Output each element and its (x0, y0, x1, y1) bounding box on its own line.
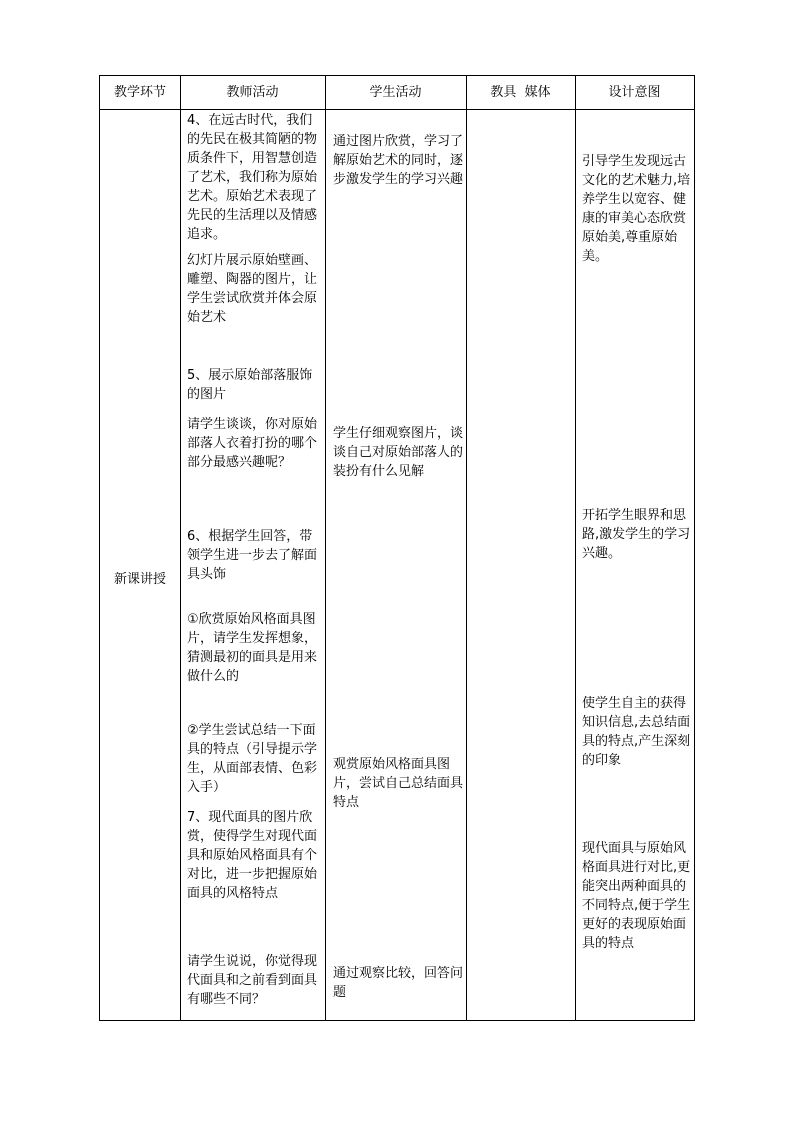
teacher-activity-text: 6、根据学生回答，带领学生进一步去了解面具头饰 (187, 529, 318, 582)
student-activity-text: 学生仔细观察图片，谈谈自己对原始部落人的装扮有什么见解 (333, 426, 464, 479)
teacher-activity-text: 请学生谈谈，你对原始部落人衣着打扮的哪个部分最感兴趣呢？ (187, 417, 318, 470)
lesson-plan-table (99, 75, 695, 1021)
header-divider (100, 109, 694, 110)
column-divider (575, 76, 576, 1020)
header-stage: 教学环节 (113, 85, 166, 100)
header-media: 教具 媒体 (490, 85, 551, 100)
design-intent-text: 开拓学生眼界和思路,激发学生的学习兴趣。 (582, 508, 691, 561)
student-activity-text: 通过观察比较，回答问题 (333, 966, 464, 1000)
header-student-activity: 学生活动 (369, 85, 422, 100)
stage-label: 新课讲授 (113, 572, 166, 587)
teacher-activity-text: 5、展示原始部落服饰的图片 (187, 368, 313, 402)
header-design-intent: 设计意图 (608, 85, 661, 100)
student-activity-text: 观赏原始风格面具图片，尝试自己总结面具特点 (333, 757, 464, 810)
teacher-activity-text: ②学生尝试总结一下面具的特点（引导提示学生，从面部表情、色彩入手） (187, 723, 318, 795)
teacher-activity-text: 请学生说说，你觉得现代面具和之前看到面具有哪些不同？ (187, 954, 318, 1007)
design-intent-text: 使学生自主的获得知识信息,去总结面具的特点,产生深刻的印象 (582, 696, 691, 768)
design-intent-text: 引导学生发现远古文化的艺术魅力,培养学生以宽容、健康的审美心态欣赏原始美,尊重原始美。 (582, 154, 691, 264)
teacher-activity-text: ①欣赏原始风格面具图片，请学生发挥想象，猜测最初的面具是用来做什么的 (187, 612, 318, 684)
header-teacher-activity: 教师活动 (226, 85, 279, 100)
column-divider (325, 76, 326, 1020)
column-divider (180, 76, 181, 1020)
teacher-activity-text: 7、现代面具的图片欣赏，使得学生对现代面具和原始风格面具有个对比，进一步把握原始面具的风格特点 (187, 810, 318, 901)
student-activity-text: 通过图片欣赏，学习了解原始艺术的同时，逐步激发学生的学习兴趣 (333, 134, 464, 187)
column-divider (466, 76, 467, 1020)
design-intent-text: 现代面具与原始风格面具进行对比,更能突出两种面具的不同特点,便于学生更好的表现原始面具的特点 (582, 841, 691, 951)
teacher-activity-text: 4、在远古时代，我们的先民在极其简陋的物质条件下，用智慧创造了艺术，我们称为原始艺术。原始艺术表现了先民的生活理以及情感追求。 (187, 113, 318, 242)
teacher-activity-text: 幻灯片展示原始壁画、雕塑、陶器的图片，让学生尝试欣赏并体会原始艺术 (187, 253, 318, 325)
